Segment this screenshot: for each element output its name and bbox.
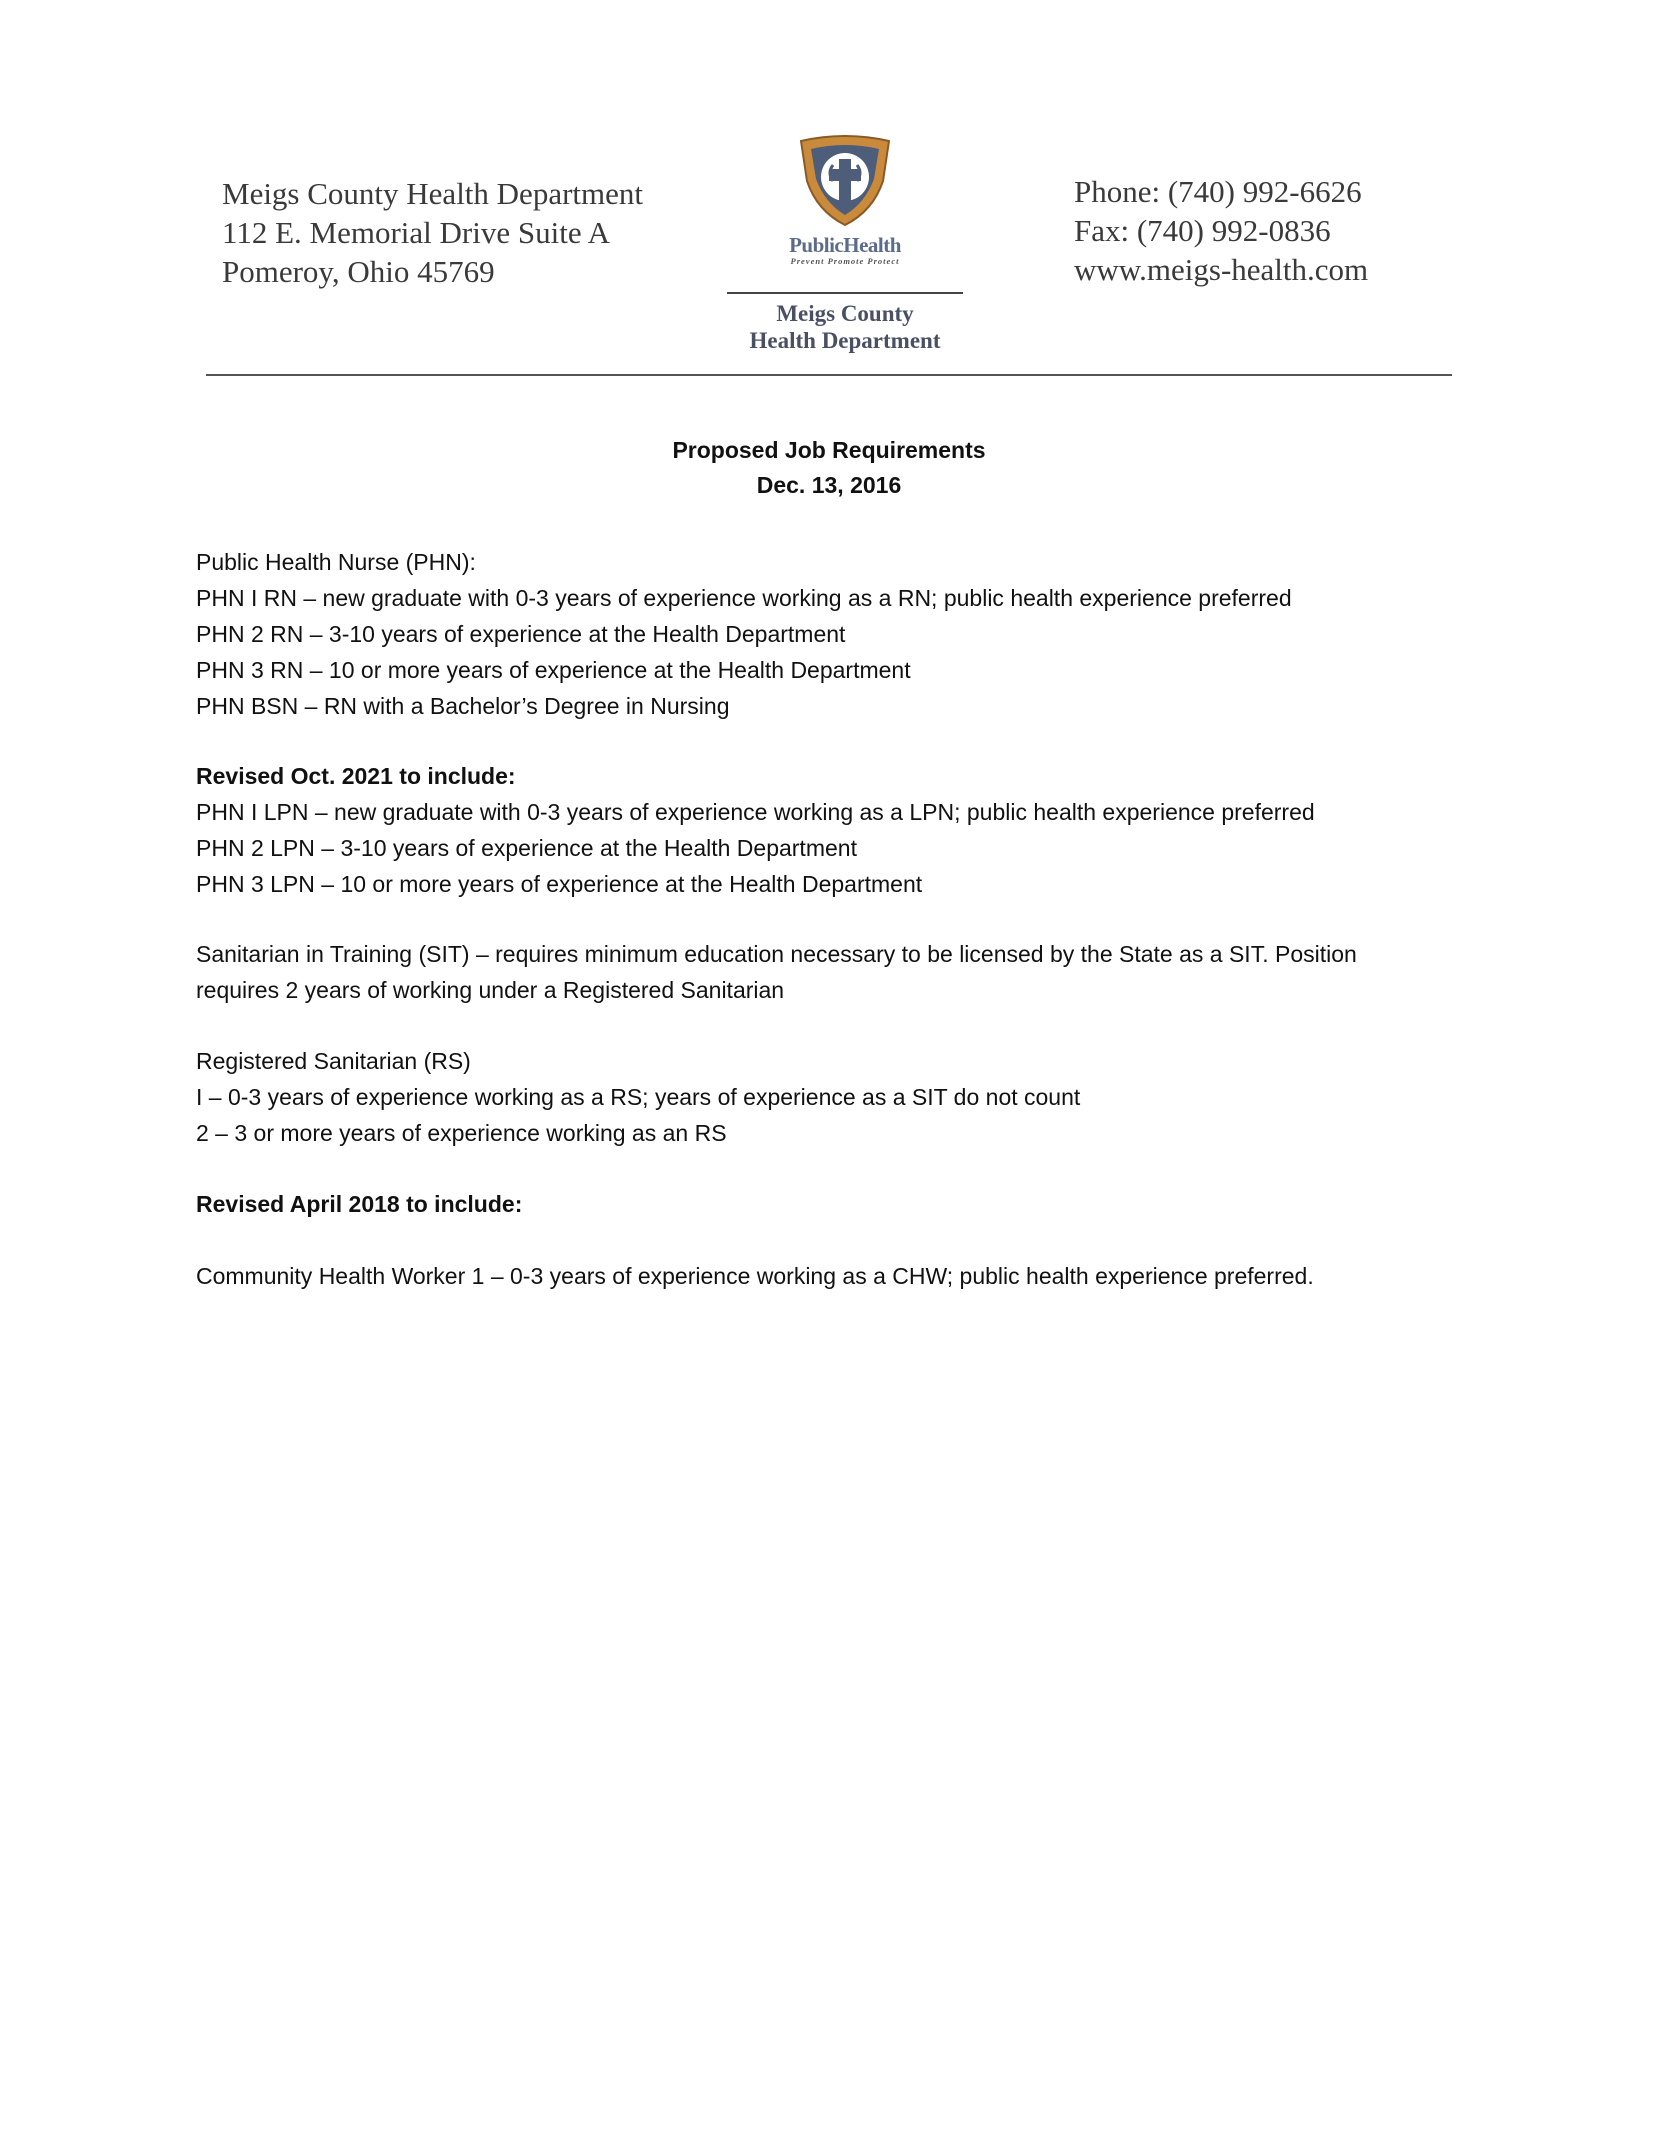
rs-item: I – 0-3 years of experience working as a RS; years of experience as a SIT do not count (196, 1084, 1081, 1110)
logo-wordmark: PublicHealth (789, 233, 901, 257)
phn-section (196, 544, 1466, 724)
fax-number: Fax: (740) 992-0836 (1074, 213, 1331, 248)
letterhead-contact (1074, 172, 1368, 289)
address-line-2: Pomeroy, Ohio 45769 (222, 254, 495, 289)
sit-line-2: requires 2 years of working under a Registered Sanitarian (196, 977, 785, 1003)
org-name: Meigs County Health Department (222, 176, 643, 211)
letterhead-address (222, 174, 643, 291)
logo-tagline: Prevent Promote Protect (790, 256, 900, 266)
lpn-item: PHN I LPN – new graduate with 0-3 years of experience working as a LPN; public health experience preferred (196, 799, 1315, 825)
header-divider (206, 374, 1452, 376)
public-health-logo (720, 135, 970, 354)
rs-item: 2 – 3 or more years of experience working as an RS (196, 1120, 727, 1146)
address-line-1: 112 E. Memorial Drive Suite A (222, 215, 611, 250)
sit-line-1: Sanitarian in Training (SIT) – requires minimum education necessary to be licensed by the State as a SIT. Position (196, 941, 1357, 967)
lpn-section (196, 758, 1466, 902)
phn-heading: Public Health Nurse (PHN): (196, 549, 476, 575)
document-title: Proposed Job Requirements (672, 437, 986, 463)
document-date: Dec. 13, 2016 (756, 472, 902, 498)
phn-item: PHN I RN – new graduate with 0-3 years of experience working as a RN; public health experience preferred (196, 585, 1292, 611)
logo-org-line-2: Health Department (749, 328, 941, 353)
sit-section (196, 936, 1466, 1008)
phone-number: Phone: (740) 992-6626 (1074, 174, 1362, 209)
revision-2021-heading: Revised Oct. 2021 to include: (196, 763, 516, 789)
public-health-shield-icon (795, 135, 895, 227)
chw-item: Community Health Worker 1 – 0-3 years of experience working as a CHW; public health experience preferred. (196, 1263, 1314, 1289)
phn-item: PHN 3 RN – 10 or more years of experience at the Health Department (196, 657, 911, 683)
phn-item: PHN BSN – RN with a Bachelor’s Degree in Nursing (196, 693, 730, 719)
phn-item: PHN 2 RN – 3-10 years of experience at the Health Department (196, 621, 846, 647)
rs-section (196, 1043, 1466, 1151)
logo-org-line-1: Meigs County (776, 301, 914, 326)
rs-heading: Registered Sanitarian (RS) (196, 1048, 471, 1074)
website-link[interactable]: www.meigs-health.com (1074, 252, 1369, 287)
logo-divider (727, 292, 963, 294)
lpn-item: PHN 3 LPN – 10 or more years of experience at the Health Department (196, 871, 923, 897)
revision-2018-heading: Revised April 2018 to include: (196, 1191, 523, 1217)
lpn-item: PHN 2 LPN – 3-10 years of experience at the Health Department (196, 835, 857, 861)
